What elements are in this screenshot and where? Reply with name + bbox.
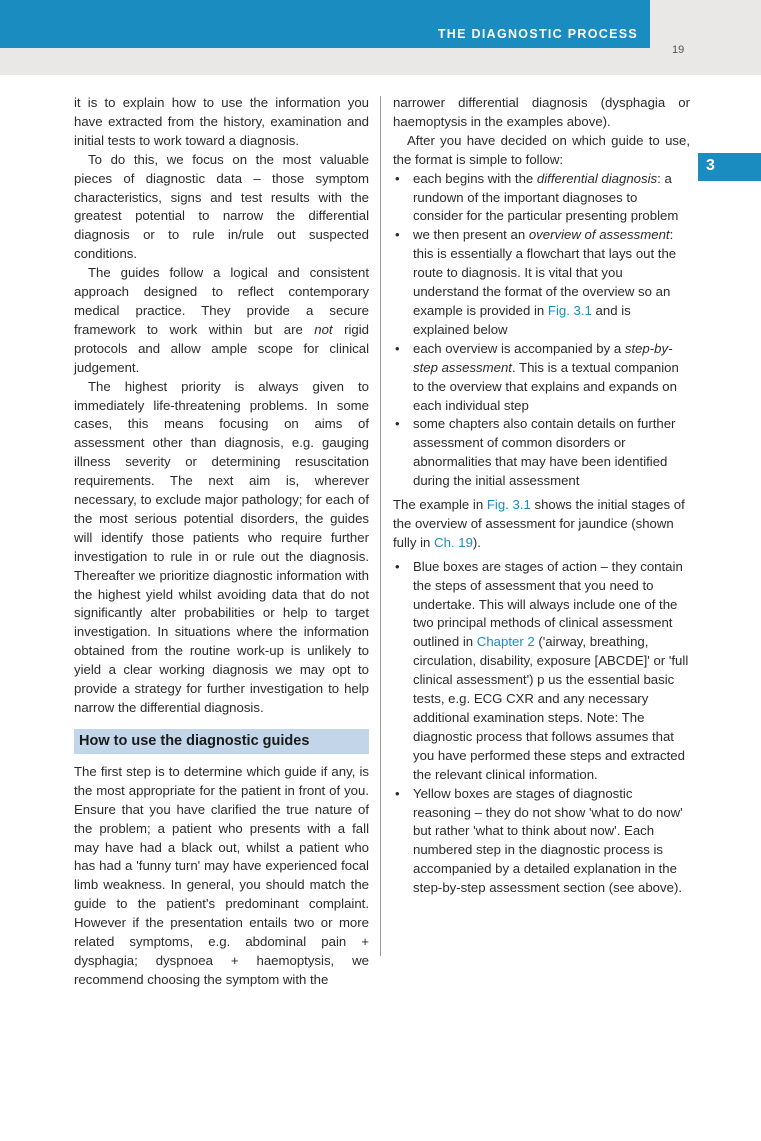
list-item: • each overview is accompanied by a step-by-step assessment. This is a textual companion to the overview that explains and expands on each individual step (393, 340, 690, 416)
chapter-link[interactable]: Ch. 19 (434, 534, 473, 550)
column-divider (380, 96, 381, 956)
paragraph: The highest priority is always given to immediately life-threatening problems. In some cases, this means focusing on aims of assessment other than diagnosis, e.g. gauging illness severity or determining resuscitation requirements. The next aim is, wherever necessary, to exclude major pathology; for each of the most serious potential disorders, the guides will identify those patients who require further investigation to rule in or rule out the diagnosis. Thereafter we prioritize diagnostic information with the highest yield whilst avoiding data that do not significantly alter probabilities or help to target investigation. In situations where the information obtained from the routine work-up is unlikely to yield a clear working diagnosis we may opt to provide a strategy for further investigation to help narrow the differential diagnosis. (74, 378, 369, 715)
emphasis: not (314, 321, 333, 337)
section-heading: How to use the diagnostic guides (74, 729, 369, 754)
list-item: • Yellow boxes are stages of diagnostic reasoning – they do not show 'what to do now' but rather 'what to think about now'. Each numbered step in the diagnostic process is accompanied by a detailed explanation in the step-by-step assessment section (see above). (393, 785, 690, 898)
running-header-title: THE DIAGNOSTIC PROCESS (437, 27, 638, 41)
chapter-link[interactable]: Chapter 2 (476, 634, 535, 650)
paragraph: it is to explain how to use the information you have extracted from the history, examination and initial tests to work toward a diagnosis. (74, 95, 369, 148)
right-column (393, 94, 690, 898)
list-item: • some chapters also contain details on further assessment of common disorders or abnormalities that may have been identified during the initial assessment (393, 415, 690, 491)
figure-link[interactable]: Fig. 3.1 (547, 302, 592, 318)
paragraph: The guides follow a logical and consistent approach designed to reflect contemporary medical practice. They provide a secure framework to work within but are not rigid protocols and allow ample scope for clinical judgement. (74, 265, 369, 375)
paragraph: After you have decided on which guide to use, the format is simple to follow: (393, 132, 690, 167)
running-header-bar (0, 0, 650, 48)
format-bullet-list (393, 170, 690, 491)
list-item: • we then present an overview of assessment: this is essentially a flowchart that lays out the route to diagnosis. It is vital that you understand the format of the overview so an example is provided in Fig. 3.1 and is explained below (393, 226, 690, 339)
paragraph: The example in Fig. 3.1 shows the initial stages of the overview of assessment for jaundice (shown fully in Ch. 19). (393, 497, 685, 550)
figure-link[interactable]: Fig. 3.1 (486, 497, 531, 513)
paragraph: To do this, we focus on the most valuable pieces of diagnostic data – those symptom characteristics, signs and test results with the greatest potential to narrow the differential diagnosis or to rule in/rule out suspected conditions. (74, 151, 369, 262)
left-column (74, 94, 369, 990)
list-item: • each begins with the differential diagnosis: a rundown of the important diagnoses to consider for the particular presenting problem (393, 170, 690, 227)
box-bullet-list (393, 558, 690, 898)
chapter-tab: 3 (698, 153, 761, 181)
paragraph: The first step is to determine which guide if any, is the most appropriate for the patient in front of you. Ensure that you have clarified the true nature of the problem; a patient who presents with a fall may have had a black out, whilst a patient who has had a 'funny turn' may have experienced focal limb weakness. In general, you should match the guide to the patient's predominant complaint. However if the presentation entails two or more related symptoms, e.g. abdominal pain + dysphagia; dyspnoea + haemoptysis, we recommend choosing the symptom with the (74, 763, 369, 987)
page-number: 19 (672, 44, 685, 56)
paragraph: narrower differential diagnosis (dysphagia or haemoptysis in the examples above). (393, 95, 690, 129)
list-item: • Blue boxes are stages of action – they contain the steps of assessment that you need to undertake. This will always include one of the two principal methods of clinical assessment outlined in Chapter 2 ('airway, breathing, circulation, disability, exposure [ABCDE]' or 'full clinical assessment') p us the essential basic tests, e.g. ECG CXR and any necessary additional examination steps. Note: The diagnostic process that follows assumes that you have performed these steps and extracted the relevant clinical information. (393, 558, 690, 785)
